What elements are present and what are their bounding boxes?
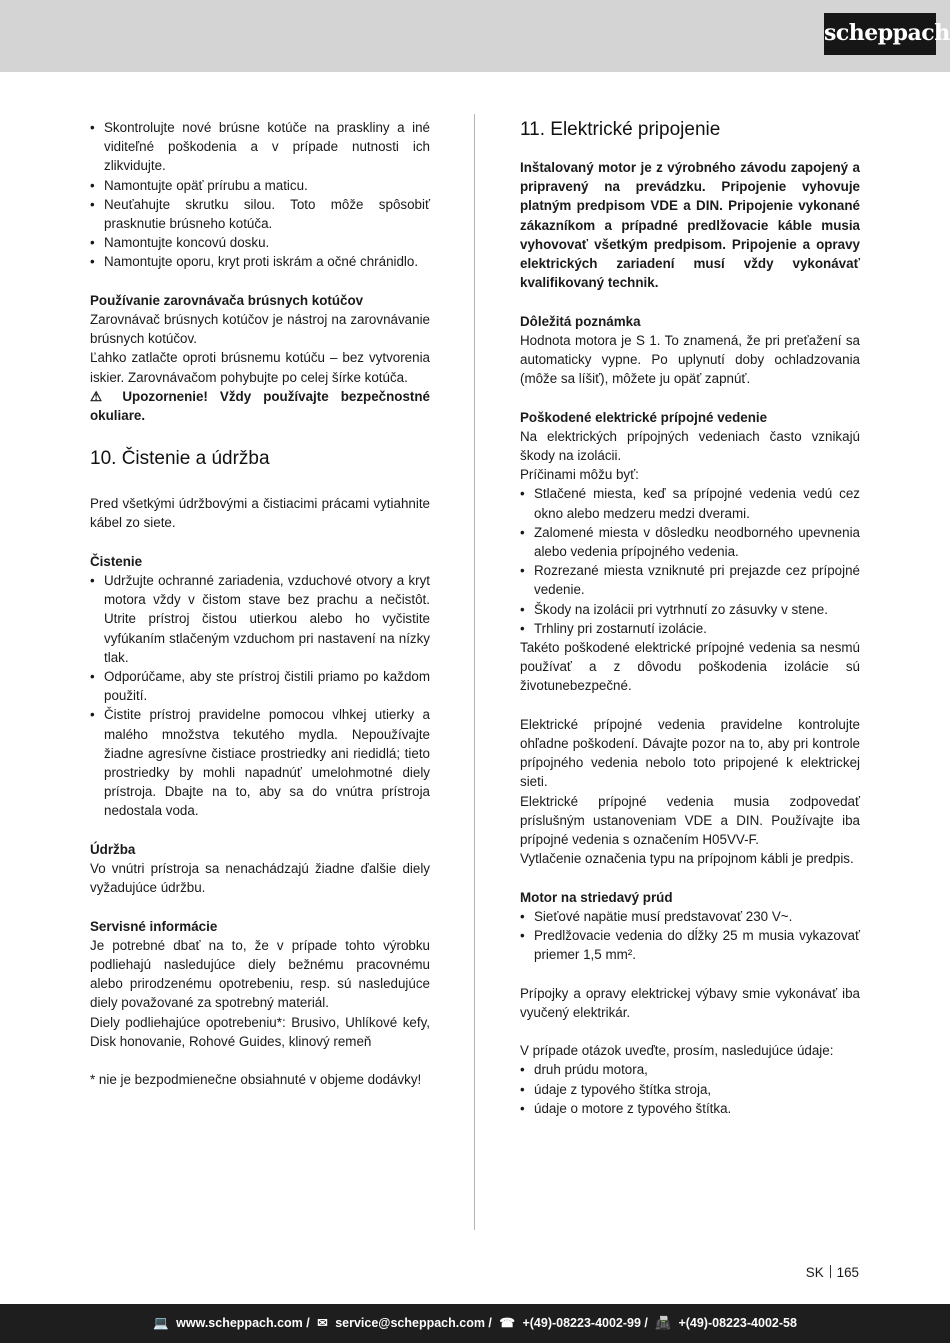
phone-number: +(49)-08223-4002-99 /	[522, 1316, 648, 1330]
page-number	[806, 1265, 859, 1280]
list-item: • Skontrolujte nové brúsne kotúče na praskliny a iné viditeľné poškodenia a v prípade nutnosti ich zlikvidujte.	[90, 118, 430, 176]
right-column	[520, 118, 860, 1118]
page-number-separator	[830, 1265, 831, 1278]
email-link[interactable]: service@scheppach.com /	[335, 1316, 492, 1330]
ac-motor-list	[520, 907, 860, 965]
language-code: SK	[805, 1265, 824, 1280]
check-paragraph: Elektrické prípojné vedenia musia zodpovedať príslušným ustanoveniam VDE a DIN. Používajte iba prípojné vedenia s označením H05VV-F.	[520, 793, 860, 848]
list-item: • druh prúdu motora,	[520, 1060, 860, 1079]
note-text: Hodnota motora je S 1. To znamená, že pri preťažení sa automaticky vypne. Po uplynutí doby ochladzovania (môže sa líšiť), môžete ju opäť zapnúť.	[520, 332, 860, 387]
column-divider	[474, 114, 475, 1230]
section-10-title: 10. Čistenie a údržba	[90, 448, 270, 470]
dresser-paragraph: Zarovnávač brúsnych kotúčov je nástroj na zarovnávanie brúsnych kotúčov.	[90, 312, 430, 347]
warning-note	[90, 387, 430, 425]
maintenance-heading: Údržba	[90, 841, 136, 857]
list-item: • Predlžovacie vedenia do dĺžky 25 m musia vykazovať priemer 1,5 mm².	[520, 926, 860, 964]
left-column	[90, 118, 430, 1089]
fax-icon: 📠	[655, 1316, 671, 1330]
cleaning-list	[90, 571, 430, 821]
list-item: • Stlačené miesta, keď sa prípojné vedenia vedú cez okno alebo medzeru medzi dverami.	[520, 484, 860, 522]
damaged-paragraph: Príčinami môžu byť:	[520, 467, 639, 483]
list-item: • Sieťové napätie musí predstavovať 230 V~.	[520, 907, 860, 926]
list-item: • Udržujte ochranné zariadenia, vzduchové otvory a kryt motora vždy v čistom stave bez prachu a nečistôt. Utrite prístroj čistou utierkou alebo ho vyčistite vyfúkaním stlačeným vzduchom pri nastavení na nízky tlak.	[90, 571, 430, 667]
list-item: • Neuťahujte skrutku silou. Toto môže spôsobiť prasknutie brúsneho kotúča.	[90, 195, 430, 233]
check-paragraph: Vytlačenie označenia typu na prípojnom kábli je predpis.	[520, 851, 854, 867]
questions-list	[520, 1060, 860, 1118]
header-bar	[0, 0, 950, 72]
maintenance-text: Vo vnútri prístroja sa nenachádzajú žiadne ďalšie diely vyžadujúce údržbu.	[90, 861, 430, 896]
list-item: • Rozrezané miesta vzniknuté pri prejazde cez prípojné vedenie.	[520, 561, 860, 599]
warning-icon: ⚠	[90, 388, 111, 404]
list-item: • Trhliny pri zostarnutí izolácie.	[520, 619, 860, 638]
note-heading: Dôležitá poznámka	[520, 313, 641, 329]
footnote: * nie je bezpodmienečne obsiahnuté v objeme dodávky!	[90, 1072, 422, 1088]
warning-text: Upozornenie! Vždy používajte bezpečnostné okuliare.	[90, 388, 430, 424]
cleaning-heading: Čistenie	[90, 553, 143, 569]
list-item: • Namontujte koncovú dosku.	[90, 233, 430, 252]
footer-bar	[0, 1304, 950, 1343]
dresser-heading: Používanie zarovnávača brúsnych kotúčov	[90, 292, 364, 308]
list-item: • údaje o motore z typového štítka.	[520, 1099, 860, 1118]
damaged-paragraph: Na elektrických prípojných vedeniach často vznikajú škody na izolácii.	[520, 428, 860, 464]
connection-intro: Inštalovaný motor je z výrobného závodu zapojený a pripravený na prevádzku. Pripojenie vyhovuje platným predpisom VDE a DIN. Pripojenie vykonané zákazníkom a prípadné predlžovacie káble musia vyhovovať všetkým predpisom. Pripojenie a opravy elektrických zariadení musí vždy vykonávať kvalifikovaný technik.	[520, 160, 860, 291]
section-10-intro: Pred všetkými údržbovými a čistiacimi prácami vytiahnite kábel zo siete.	[90, 496, 430, 531]
electrician-text: Prípojky a opravy elektrickej výbavy smie vykonávať iba vyučený elektrikár.	[520, 985, 860, 1020]
service-paragraph: Je potrebné dbať na to, že v prípade tohto výrobku podliehajú nasledujúce diely bežnému pracovnému alebo prirodzenému opotrebeniu, resp. sú nasledujúce diely považované za spotrebný materiál.	[90, 937, 430, 1011]
website-link[interactable]: www.scheppach.com /	[176, 1316, 310, 1330]
phone-icon: ☎	[499, 1316, 515, 1330]
mail-icon: ✉	[317, 1316, 328, 1330]
list-item: • Namontujte opäť prírubu a maticu.	[90, 176, 430, 195]
list-item: • Zalomené miesta v dôsledku neodborného upevnenia alebo vedenia prípojného vedenia.	[520, 523, 860, 561]
list-item: • údaje z typového štítka stroja,	[520, 1080, 860, 1099]
list-item: • Odporúčame, aby ste prístroj čistili priamo po každom použití.	[90, 667, 430, 705]
list-item: • Čistite prístroj pravidelne pomocou vlhkej utierky a malého množstva tekutého mydla. Nepoužívajte žiadne agresívne čistiace prostriedky ani riedidlá; tieto prostriedky by mohli napadnúť umelohmotné diely prístroja. Dbajte na to, aby sa do vnútra prístroja nedostala voda.	[90, 705, 430, 820]
reassembly-list	[90, 118, 430, 272]
fax-number: +(49)-08223-4002-58	[678, 1316, 797, 1330]
scheppach-logo: scheppach	[824, 13, 936, 55]
service-paragraph: Diely podliehajúce opotrebeniu*: Brusivo, Uhlíkové kefy, Disk honovanie, Rohové Guides, klinový remeň	[90, 1014, 430, 1049]
check-paragraph: Elektrické prípojné vedenia pravidelne kontrolujte ohľadne poškodení. Dávajte pozor na to, aby pri kontrole prípojného vedenia nebolo toto pripojené k elektrickej sieti.	[520, 716, 860, 790]
web-icon: 💻	[153, 1316, 169, 1330]
damaged-paragraph: Takéto poškodené elektrické prípojné vedenia sa nesmú používať a z dôvodu poškodenia izolácie sú životunebezpečné.	[520, 640, 860, 694]
service-heading: Servisné informácie	[90, 918, 218, 934]
damage-causes-list	[520, 484, 860, 638]
ac-motor-heading: Motor na striedavý prúd	[520, 889, 673, 905]
questions-intro: V prípade otázok uveďte, prosím, nasledujúce údaje:	[520, 1043, 834, 1059]
page-number-value: 165	[836, 1265, 859, 1280]
list-item: • Škody na izolácii pri vytrhnutí zo zásuvky v stene.	[520, 600, 860, 619]
damaged-cable-heading: Poškodené elektrické prípojné vedenie	[520, 409, 768, 425]
list-item: • Namontujte oporu, kryt proti iskrám a očné chránidlo.	[90, 252, 430, 271]
dresser-paragraph: Ľahko zatlačte oproti brúsnemu kotúču – bez vytvorenia iskier. Zarovnávačom pohybujte po celej šírke kotúča.	[90, 350, 430, 385]
section-11-title: 11. Elektrické pripojenie	[520, 119, 721, 140]
